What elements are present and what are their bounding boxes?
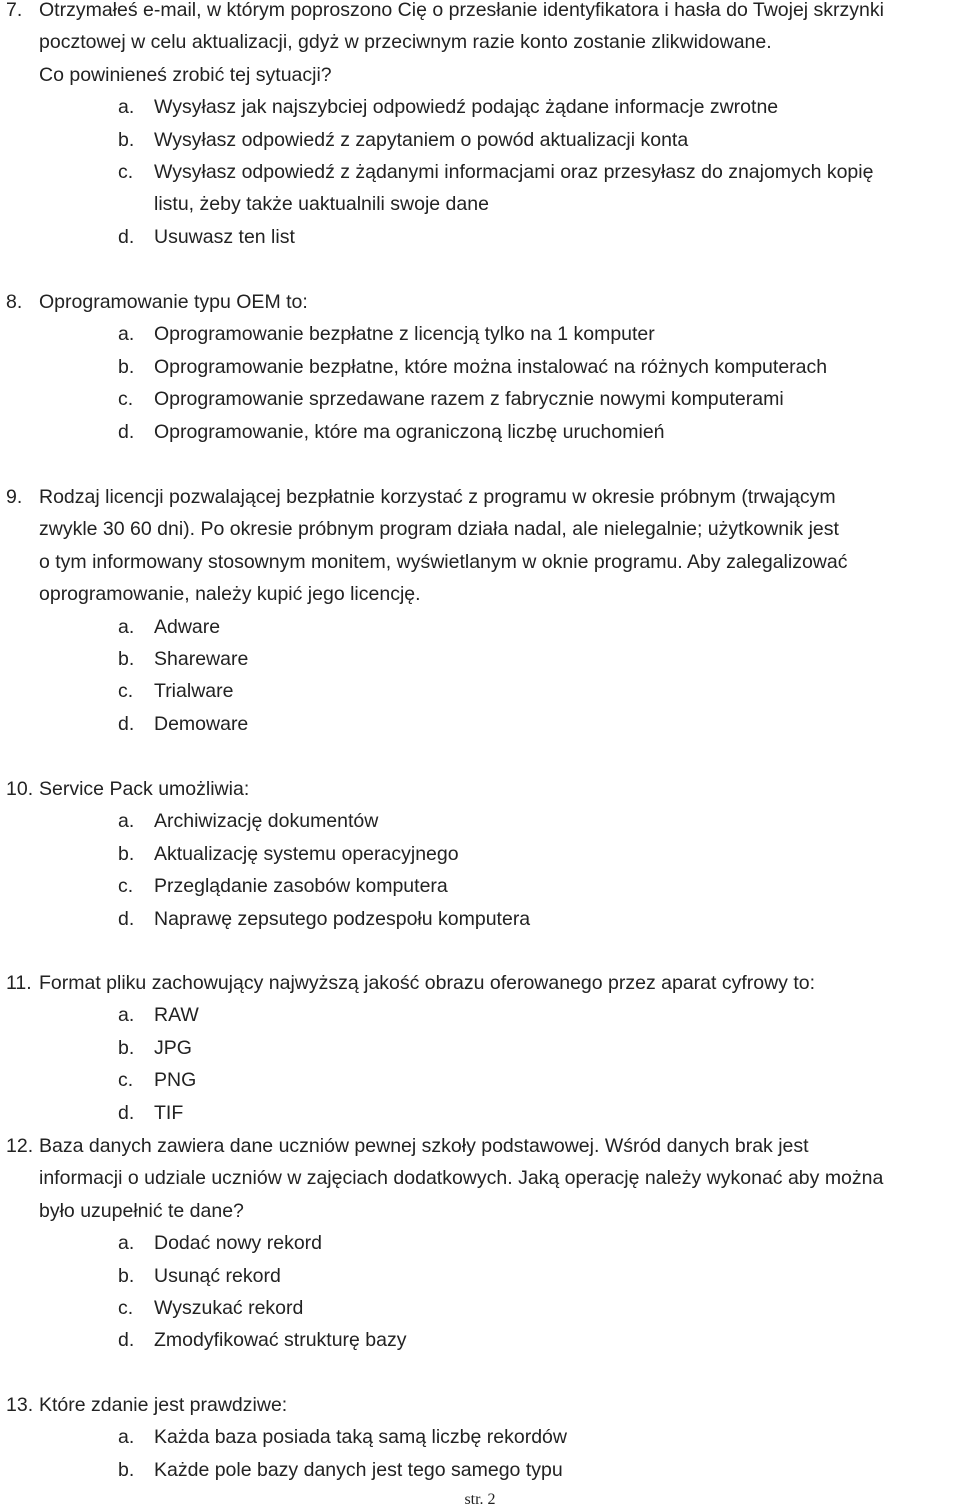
answer-letter: c. [118,680,134,703]
answer-text: Usunąć rekord [154,1264,281,1287]
answer-text: Oprogramowanie bezpłatne, które można instalować na różnych komputerach [154,355,828,378]
answer-letter: a. [118,615,135,638]
answer-option [118,1421,940,1453]
answer-option [118,1324,940,1356]
answer-text: Usuwasz ten list [154,225,295,248]
answer-option [118,1454,940,1486]
answer-text: Demoware [154,712,249,735]
answer-option [118,1227,940,1259]
answer-letter: a. [118,1232,135,1255]
answer-text: Zmodyfikować strukturę bazy [154,1329,407,1352]
answer-text: RAW [154,1004,199,1027]
answer-text: Oprogramowanie sprzedawane razem z fabrycznie nowymi komputerami [154,388,784,411]
answer-option [118,351,940,383]
answer-text: Archiwizację dokumentów [154,810,379,833]
answer-text: Oprogramowanie bezpłatne z licencją tylko na 1 komputer [154,323,655,346]
answer-option [118,91,940,123]
answer-option [118,708,940,740]
answer-text: Wysyłasz odpowiedź z zapytaniem o powód aktualizacji konta [154,128,689,151]
answer-option [118,838,940,870]
question-number: 11. [6,972,32,994]
question-text: Otrzymałeś e-mail, w którym poproszono Cię o przesłanie identyfikatora i hasła do Twojej skrzynki pocztowej w celu aktualizacji, gdyż w przeciwnym razie konto zostanie zlikwidowane. Co powinieneś zrobić tej sytuacji? [39,0,884,86]
answer-letter: d. [118,225,135,248]
answer-option [118,903,940,935]
answer-option [118,675,940,707]
answer-letter: b. [118,648,135,671]
question-text: Service Pack umożliwia: [39,778,250,800]
question-number: 8. [6,291,23,313]
answer-letter: c. [118,1297,134,1320]
answer-letter: a. [118,323,135,346]
answer-letter: b. [118,1264,135,1287]
answer-option [118,805,940,837]
question-number: 9. [6,486,23,508]
answer-text: Aktualizację systemu operacyjnego [154,842,459,865]
answer-text: Shareware [154,648,249,671]
answer-letter: c. [118,875,134,898]
answer-text: Przeglądanie zasobów komputera [154,875,448,898]
answer-letter: c. [118,388,134,411]
answer-option [118,416,940,448]
question-number: 13. [6,1394,34,1416]
answer-text: Oprogramowanie, które ma ograniczoną liczbę uruchomień [154,420,665,443]
question-7 [0,0,940,253]
question-10 [0,773,940,935]
answer-letter: a. [118,810,135,833]
answer-option [118,221,940,253]
question-9 [0,481,940,740]
question-number: 7. [6,0,23,21]
answer-letter: b. [118,128,135,151]
question-number: 10. [6,778,34,800]
answer-letter: b. [118,842,135,865]
question-11 [0,967,940,1129]
answer-option [118,1064,940,1096]
answer-option [118,1032,940,1064]
answer-text: Wyszukać rekord [154,1297,304,1320]
question-12 [0,1130,940,1357]
question-13 [0,1389,940,1486]
answer-letter: d. [118,1101,135,1124]
answer-option [118,156,940,221]
answer-letter: d. [118,420,135,443]
question-text: Rodzaj licencji pozwalającej bezpłatnie korzystać z programu w okresie próbnym (trwającym zwykle 30 60 dni). Po okresie próbnym program działa nadal, ale nielegalnie; użytkownik jest o tym informowany stosownym monitem, wyświetlanym w oknie programu. Aby zalegalizować oprogramowanie, należy kupić jego licencję. [39,486,848,606]
answer-letter: b. [118,1458,135,1481]
answer-option [118,643,940,675]
answer-letter: b. [118,1036,135,1059]
question-text: Baza danych zawiera dane uczniów pewnej szkoły podstawowej. Wśród danych brak jest informacji o udziale uczniów w zajęciach dodatkowych. Jaką operację należy wykonać aby można było uzupełnić te dane? [39,1135,884,1222]
question-8 [0,286,940,448]
answer-letter: d. [118,712,135,735]
question-text: Oprogramowanie typu OEM to: [39,291,308,313]
answer-text: PNG [154,1069,197,1092]
answer-text: TIF [154,1101,184,1124]
answer-option [118,1097,940,1129]
answer-text: Wysyłasz odpowiedź z żądanymi informacjami oraz przesyłasz do znajomych kopię listu, żeby także uaktualnili swoje dane [154,161,874,216]
answer-option [118,124,940,156]
answer-option [118,1292,940,1324]
answer-letter: a. [118,96,135,119]
answer-letter: a. [118,1426,135,1449]
answer-text: JPG [154,1036,192,1059]
answer-option [118,1260,940,1292]
answer-letter: d. [118,907,135,930]
page-number: str. 2 [464,1491,496,1508]
answer-letter: a. [118,1004,135,1027]
answer-option [118,318,940,350]
question-number: 12. [6,1135,34,1157]
answer-letter: c. [118,1069,134,1092]
answer-text: Adware [154,615,221,638]
answer-text: Wysyłasz jak najszybciej odpowiedź podając żądane informacje zwrotne [154,96,779,119]
answer-text: Naprawę zepsutego podzespołu komputera [154,907,531,930]
answer-letter: d. [118,1329,135,1352]
answer-letter: b. [118,355,135,378]
answer-text: Trialware [154,680,234,703]
answer-option [118,999,940,1031]
answer-text: Każde pole bazy danych jest tego samego typu [154,1458,563,1481]
question-text: Format pliku zachowujący najwyższą jakość obrazu oferowanego przez aparat cyfrowy to: [39,972,816,994]
question-text: Które zdanie jest prawdziwe: [39,1394,288,1416]
answer-option [118,383,940,415]
answer-option [118,870,940,902]
answer-text: Każda baza posiada taką samą liczbę rekordów [154,1426,567,1449]
answer-text: Dodać nowy rekord [154,1232,322,1255]
answer-letter: c. [118,161,134,184]
answer-option [118,611,940,643]
